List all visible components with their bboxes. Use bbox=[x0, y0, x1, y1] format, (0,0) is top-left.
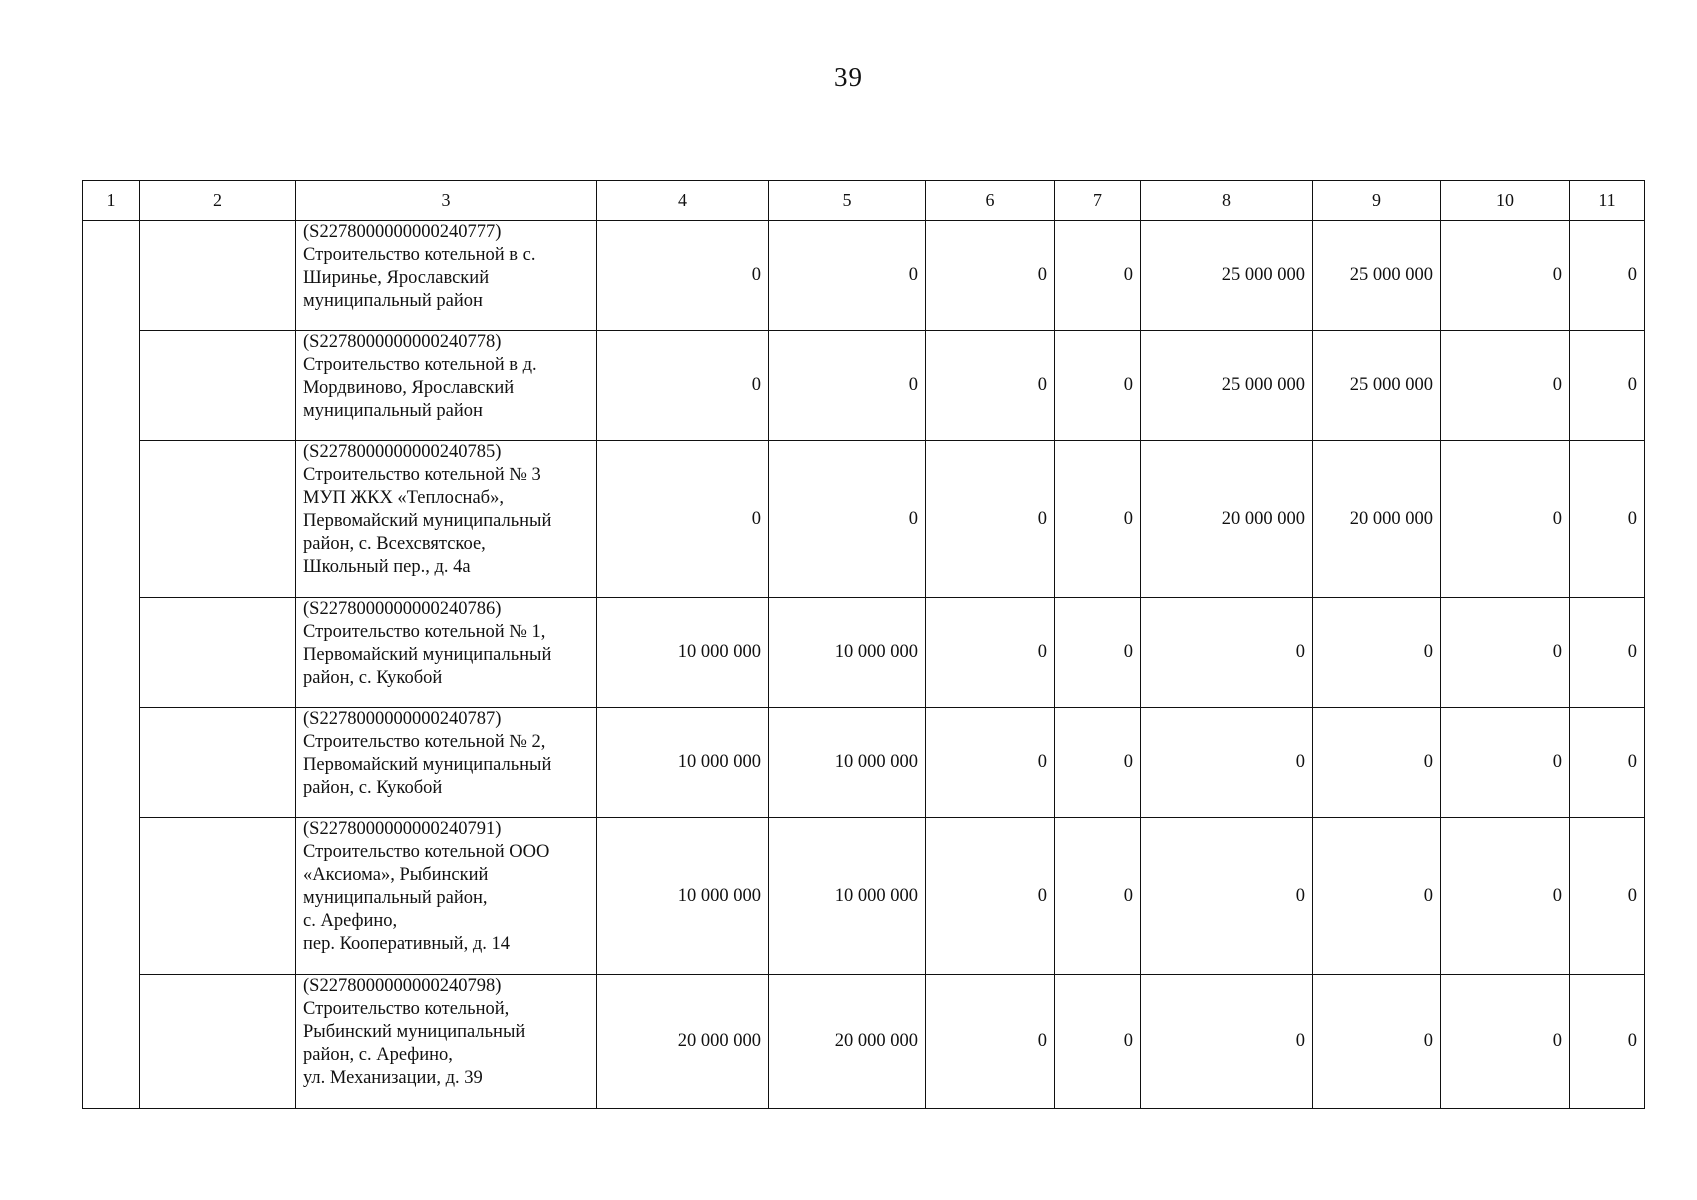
value-cell: 0 bbox=[769, 221, 926, 331]
value-cell: 0 bbox=[1313, 598, 1441, 708]
value-cell: 0 bbox=[1055, 818, 1141, 975]
value-cell: 0 bbox=[926, 598, 1055, 708]
value-cell: 0 bbox=[1570, 598, 1645, 708]
value-cell: 0 bbox=[769, 331, 926, 441]
program-code-cell bbox=[140, 598, 296, 708]
description-line: район, с. Арефино, bbox=[303, 1045, 453, 1065]
value-cell: 0 bbox=[926, 441, 1055, 598]
value-cell: 0 bbox=[1441, 975, 1570, 1109]
table-row bbox=[83, 708, 1645, 818]
column-header: 3 bbox=[296, 181, 597, 221]
description-line: пер. Кооперативный, д. 14 bbox=[303, 934, 510, 954]
value-cell: 10 000 000 bbox=[597, 708, 769, 818]
row-number-cell bbox=[83, 221, 140, 1109]
value-cell: 0 bbox=[1313, 708, 1441, 818]
value-cell: 10 000 000 bbox=[769, 818, 926, 975]
column-header: 4 bbox=[597, 181, 769, 221]
table-row bbox=[83, 441, 1645, 598]
header-row bbox=[83, 181, 1645, 221]
object-description-cell bbox=[296, 331, 597, 441]
description-line: Строительство котельной ООО bbox=[303, 842, 550, 862]
program-code-cell bbox=[140, 818, 296, 975]
value-cell: 10 000 000 bbox=[597, 818, 769, 975]
value-cell: 0 bbox=[1570, 441, 1645, 598]
description-line: Строительство котельной в с. bbox=[303, 245, 536, 265]
description-line: муниципальный район bbox=[303, 401, 483, 421]
table-row bbox=[83, 221, 1645, 331]
column-header: 5 bbox=[769, 181, 926, 221]
value-cell: 10 000 000 bbox=[769, 598, 926, 708]
value-cell: 0 bbox=[1441, 598, 1570, 708]
description-line: район, с. Кукобой bbox=[303, 778, 443, 798]
value-cell: 0 bbox=[1441, 818, 1570, 975]
description-line: Ширинье, Ярославский bbox=[303, 268, 490, 288]
value-cell: 0 bbox=[926, 221, 1055, 331]
value-cell: 0 bbox=[1055, 708, 1141, 818]
description-line: район, с. Всехсвятское, bbox=[303, 534, 486, 554]
table-row bbox=[83, 975, 1645, 1109]
description-line: муниципальный район bbox=[303, 291, 483, 311]
value-cell: 0 bbox=[1570, 708, 1645, 818]
value-cell: 0 bbox=[1441, 441, 1570, 598]
description-line: Мордвиново, Ярославский bbox=[303, 378, 515, 398]
program-code-cell bbox=[140, 708, 296, 818]
description-line: (S2278000000000240778) bbox=[303, 332, 502, 352]
value-cell: 0 bbox=[769, 441, 926, 598]
value-cell: 20 000 000 bbox=[1313, 441, 1441, 598]
column-header: 7 bbox=[1055, 181, 1141, 221]
description-line: Первомайский муниципальный bbox=[303, 755, 552, 775]
description-line: (S2278000000000240777) bbox=[303, 222, 502, 242]
value-cell: 0 bbox=[1141, 598, 1313, 708]
object-description-cell bbox=[296, 818, 597, 975]
value-cell: 0 bbox=[597, 331, 769, 441]
value-cell: 0 bbox=[1055, 441, 1141, 598]
value-cell: 20 000 000 bbox=[1141, 441, 1313, 598]
object-description-cell bbox=[296, 598, 597, 708]
program-code-cell bbox=[140, 975, 296, 1109]
object-description-cell bbox=[296, 708, 597, 818]
value-cell: 0 bbox=[597, 221, 769, 331]
table-row bbox=[83, 818, 1645, 975]
column-header: 2 bbox=[140, 181, 296, 221]
column-header: 8 bbox=[1141, 181, 1313, 221]
value-cell: 25 000 000 bbox=[1141, 331, 1313, 441]
value-cell: 20 000 000 bbox=[597, 975, 769, 1109]
budget-table bbox=[82, 180, 1645, 1109]
value-cell: 0 bbox=[1441, 221, 1570, 331]
value-cell: 0 bbox=[1141, 818, 1313, 975]
value-cell: 0 bbox=[1055, 975, 1141, 1109]
value-cell: 25 000 000 bbox=[1141, 221, 1313, 331]
description-line: (S2278000000000240786) bbox=[303, 599, 502, 619]
description-line: ул. Механизации, д. 39 bbox=[303, 1068, 483, 1088]
description-line: Строительство котельной, bbox=[303, 999, 510, 1019]
program-code-cell bbox=[140, 441, 296, 598]
value-cell: 0 bbox=[926, 708, 1055, 818]
object-description-cell bbox=[296, 441, 597, 598]
column-header: 11 bbox=[1570, 181, 1645, 221]
column-header: 1 bbox=[83, 181, 140, 221]
description-line: Строительство котельной № 2, bbox=[303, 732, 546, 752]
description-line: район, с. Кукобой bbox=[303, 668, 443, 688]
value-cell: 0 bbox=[1441, 331, 1570, 441]
object-description-cell bbox=[296, 975, 597, 1109]
description-line: Школьный пер., д. 4а bbox=[303, 557, 471, 577]
description-line: Строительство котельной в д. bbox=[303, 355, 537, 375]
program-code-cell bbox=[140, 331, 296, 441]
description-line: Первомайский муниципальный bbox=[303, 645, 552, 665]
description-line: МУП ЖКХ «Теплоснаб», bbox=[303, 488, 504, 508]
value-cell: 0 bbox=[597, 441, 769, 598]
value-cell: 0 bbox=[1141, 708, 1313, 818]
description-line: муниципальный район, bbox=[303, 888, 488, 908]
value-cell: 0 bbox=[1570, 975, 1645, 1109]
value-cell: 0 bbox=[1055, 598, 1141, 708]
column-header: 9 bbox=[1313, 181, 1441, 221]
value-cell: 0 bbox=[1313, 975, 1441, 1109]
description-line: «Аксиома», Рыбинский bbox=[303, 865, 489, 885]
program-code-cell bbox=[140, 221, 296, 331]
description-line: (S2278000000000240798) bbox=[303, 976, 502, 996]
value-cell: 0 bbox=[1441, 708, 1570, 818]
description-line: Рыбинский муниципальный bbox=[303, 1022, 526, 1042]
column-header: 6 bbox=[926, 181, 1055, 221]
value-cell: 25 000 000 bbox=[1313, 221, 1441, 331]
description-line: Первомайский муниципальный bbox=[303, 511, 552, 531]
description-line: (S2278000000000240785) bbox=[303, 442, 502, 462]
description-line: (S2278000000000240791) bbox=[303, 819, 502, 839]
value-cell: 0 bbox=[1313, 818, 1441, 975]
value-cell: 0 bbox=[1055, 331, 1141, 441]
value-cell: 20 000 000 bbox=[769, 975, 926, 1109]
value-cell: 0 bbox=[926, 818, 1055, 975]
value-cell: 0 bbox=[1570, 818, 1645, 975]
value-cell: 0 bbox=[1570, 221, 1645, 331]
description-line: Строительство котельной № 3 bbox=[303, 465, 541, 485]
value-cell: 10 000 000 bbox=[769, 708, 926, 818]
value-cell: 25 000 000 bbox=[1313, 331, 1441, 441]
table-row bbox=[83, 331, 1645, 441]
value-cell: 0 bbox=[926, 975, 1055, 1109]
value-cell: 0 bbox=[1141, 975, 1313, 1109]
object-description-cell bbox=[296, 221, 597, 331]
table-row bbox=[83, 598, 1645, 708]
value-cell: 0 bbox=[926, 331, 1055, 441]
page-number: 39 bbox=[834, 62, 863, 92]
description-line: (S2278000000000240787) bbox=[303, 709, 502, 729]
value-cell: 0 bbox=[1055, 221, 1141, 331]
column-header: 10 bbox=[1441, 181, 1570, 221]
value-cell: 0 bbox=[1570, 331, 1645, 441]
value-cell: 10 000 000 bbox=[597, 598, 769, 708]
description-line: Строительство котельной № 1, bbox=[303, 622, 546, 642]
description-line: с. Арефино, bbox=[303, 911, 398, 931]
table-body bbox=[83, 221, 1645, 1109]
